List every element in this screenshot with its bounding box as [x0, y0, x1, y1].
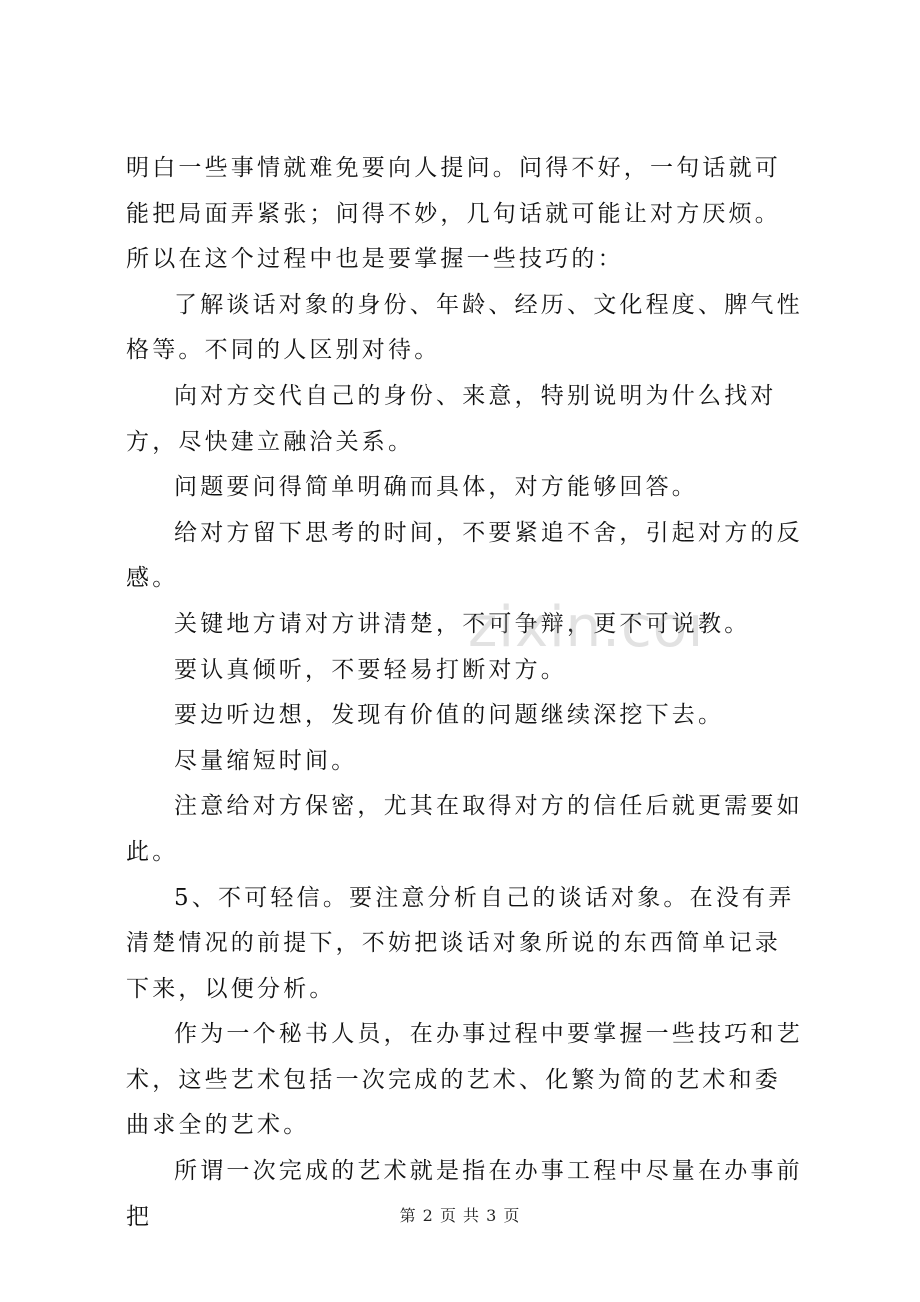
- paragraph-tip-confidentiality: 注意给对方保密，尤其在取得对方的信任后就更需要如此。: [126, 793, 803, 865]
- paragraph-tip-key-points: 关键地方请对方讲清楚，不可争辩，更不可说教。: [174, 610, 751, 637]
- paragraph-tip-introduce-self: 向对方交代自己的身份、来意，特别说明为什么找对方，尽快建立融洽关系。: [126, 382, 777, 455]
- paragraph-tip-understand-subject: 了解谈话对象的身份、年龄、经历、文化程度、脾气性格等。不同的人区别对待。: [126, 291, 803, 364]
- paragraph-tip-simple-questions: 问题要问得简单明确而具体，对方能够回答。: [174, 474, 698, 501]
- paragraph-tip-thinking-time: 给对方留下思考的时间，不要紧追不舍，引起对方的反感。: [126, 519, 803, 592]
- paragraph-tip-think-while-listening: 要边听边想，发现有价值的问题继续深挖下去。: [174, 702, 725, 729]
- paragraph-point-5: 5、不可轻信。要注意分析自己的谈话对象。在没有弄清楚情况的前提下，不妨把谈话对象所说的东西简单记录下来，以便分析。: [126, 884, 795, 1002]
- paragraph-secretary-art: 作为一个秘书人员，在办事过程中要掌握一些技巧和艺术，这些艺术包括一次完成的艺术、化繁为简的艺术和委曲求全的艺术。: [126, 1021, 803, 1139]
- paragraph-continued: 明白一些事情就难免要向人提问。问得不好，一句话就可能把局面弄紧张；问得不妙，几句话就可能让对方厌烦。所以在这个过程中也是要掌握一些技巧的：: [126, 155, 781, 273]
- paragraph-tip-short-time: 尽量缩短时间。: [174, 747, 358, 774]
- paragraph-one-time-completion: 所谓一次完成的艺术就是指在办事工程中尽量在办事前把: [126, 1158, 803, 1230]
- paragraph-tip-listen: 要认真倾听，不要轻易打断对方。: [174, 656, 567, 683]
- svg-text:zixin.com.cn: zixin.co: [468, 596, 688, 660]
- document-body: [126, 146, 806, 1240]
- page-footer: 第 2 页 共 3 页: [399, 1206, 521, 1225]
